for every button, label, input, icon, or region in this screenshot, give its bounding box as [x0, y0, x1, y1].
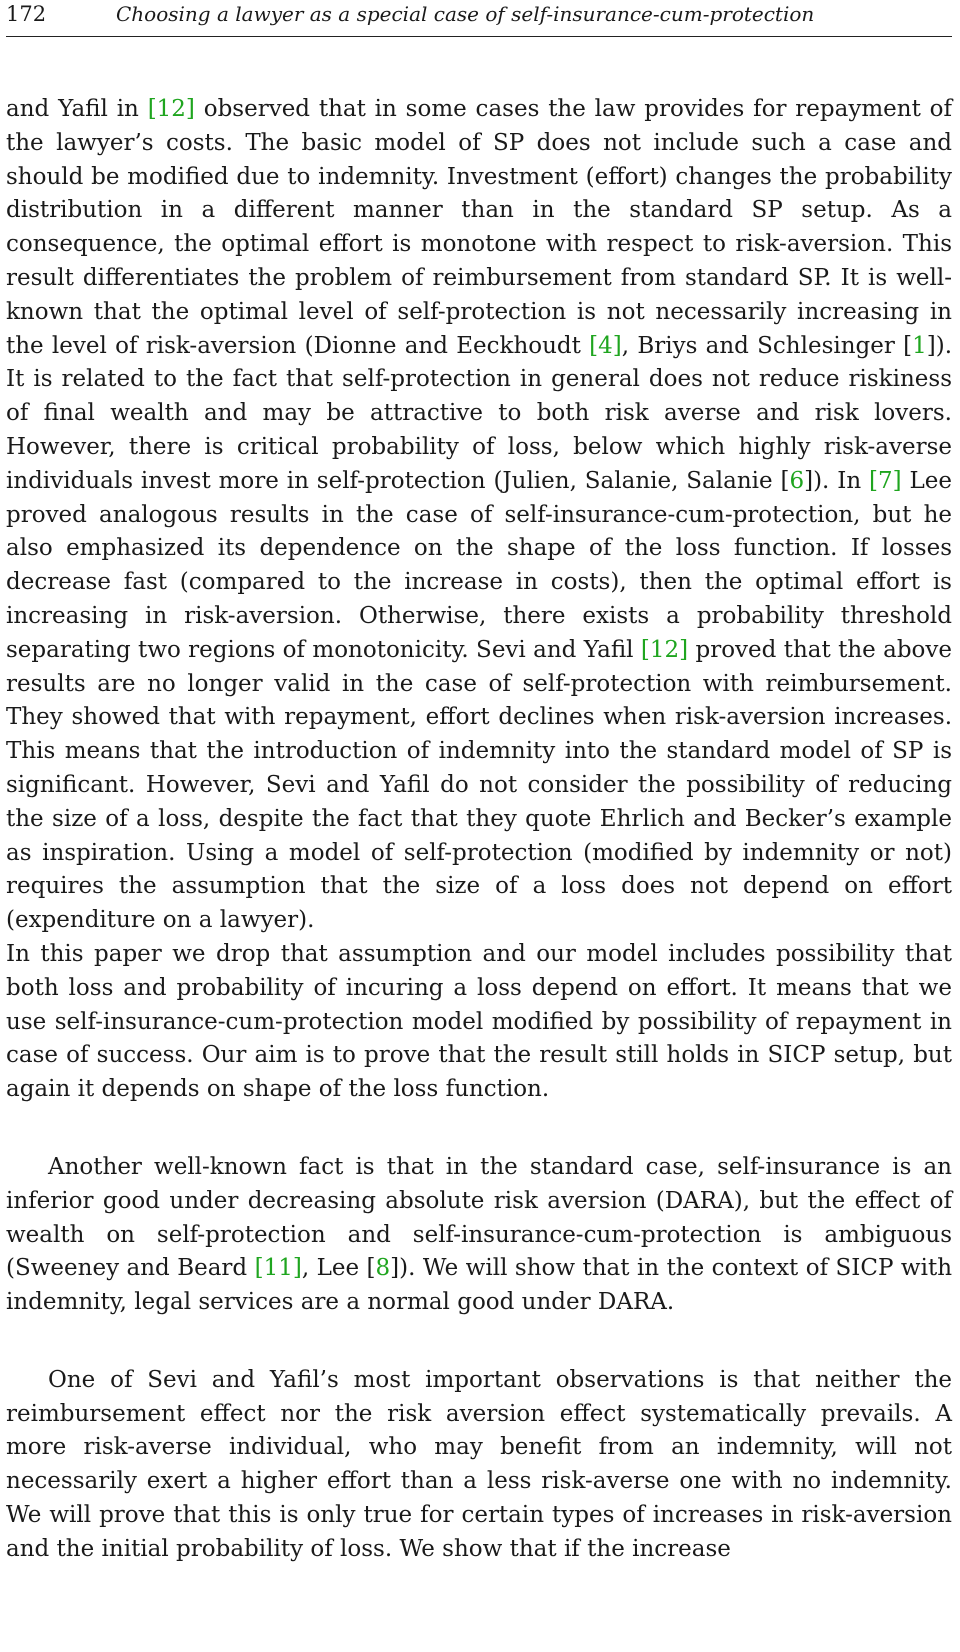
text-segment: ]). It is related to the fact that self-protection in general does not reduce riskiness of final wealth and may be attractive to both risk averse and risk lovers. However, there is critical probability of loss, below which highly risk-averse individuals invest more in self-protection (Julien, Salanie, Salanie [	[6, 332, 953, 494]
text-segment: proved that the above results are no longer valid in the case of self-protection with reimbursement. They showed that with repayment, effort declines when risk-aversion increases. This means that the introduction of indemnity into the standard model of SP is significant. However, Sevi and Yafil do not consider the possibility of reducing the size of a loss, despite the fact that they quote Ehrlich and Becker’s example as inspiration. Using a model of self-protection (modified by indemnity or not) requires the assumption that the size of a loss does not depend on effort (expenditure on a lawyer).	[6, 636, 953, 934]
text-segment: , Lee [	[301, 1255, 376, 1282]
paragraph-1	[6, 93, 952, 938]
text-segment: ]). In	[804, 467, 870, 494]
text-segment: and Yafil in	[6, 96, 148, 122]
citation-link[interactable]: 1	[912, 332, 927, 359]
citation-link[interactable]: [4]	[589, 332, 622, 359]
running-header	[6, 0, 952, 37]
paragraph-3	[6, 1151, 952, 1320]
citation-link[interactable]: [12]	[147, 96, 195, 122]
text-segment: observed that in some cases the law provides for repayment of the lawyer’s costs. The basic model of SP does not include such a case and should be modified due to indemnity. Investment (effort) changes the probability distribution in a different manner than in the standard SP setup. As a consequence, the optimal effort is monotone with respect to risk-aversion. This result differentiates the problem of reimbursement from standard SP. It is well-known that the optimal level of self-protection is not necessarily increasing in the level of risk-aversion (Dionne and Eeckhoudt	[6, 96, 952, 359]
text-segment: Another well-known fact is that in the standard case, self-insurance is an inferior good under decreasing absolute risk aversion (DARA), but the effect of wealth on self-protection and self-insurance-cum-protection is ambiguous (Sweeney and Beard	[6, 1153, 952, 1282]
citation-link[interactable]: 6	[789, 467, 805, 494]
text-segment: ]). We will show that in the context of SICP with indemnity, legal services are a normal good under DARA.	[6, 1255, 953, 1316]
body-text	[6, 93, 952, 1567]
page-number: 172	[6, 2, 47, 26]
citation-link[interactable]: [11]	[254, 1255, 302, 1282]
paragraph-2: In this paper we drop that assumption and our model includes possibility that both loss and probability of incuring a loss depend on effort. It means that we use self-insurance-cum-protection model modified by possibility of repayment in case of success. Our aim is to prove that the result still holds in SICP setup, but again it depends on shape of the loss function.	[6, 940, 952, 1103]
citation-link[interactable]: [7]	[869, 467, 902, 494]
text-segment: , Briys and Schlesinger [	[621, 332, 913, 359]
running-title: Choosing a lawyer as a special case of self-insurance-cum-protection	[116, 2, 815, 26]
paragraph-4: One of Sevi and Yafil’s most important observations is that neither the reimbursement effect nor the risk aversion effect systematically prevails. A more risk-averse individual, who may benefit from an indemnity, will not necessarily exert a higher effort than a less risk-averse one with no indemnity. We will prove that this is only true for certain types of increases in risk-aversion and the initial probability of loss. We show that if the increase	[6, 1366, 952, 1562]
text-segment: Lee proved analogous results in the case of self-insurance-cum-protection, but he also emphasized its dependence on the shape of the loss function. If losses decrease fast (compared to the increase in costs), then the optimal effort is increasing in risk-aversion. Otherwise, there exists a probability threshold separating two regions of monotonicity. Sevi and Yafil	[6, 467, 953, 663]
citation-link[interactable]: [12]	[640, 636, 689, 663]
citation-link[interactable]: 8	[375, 1255, 391, 1282]
